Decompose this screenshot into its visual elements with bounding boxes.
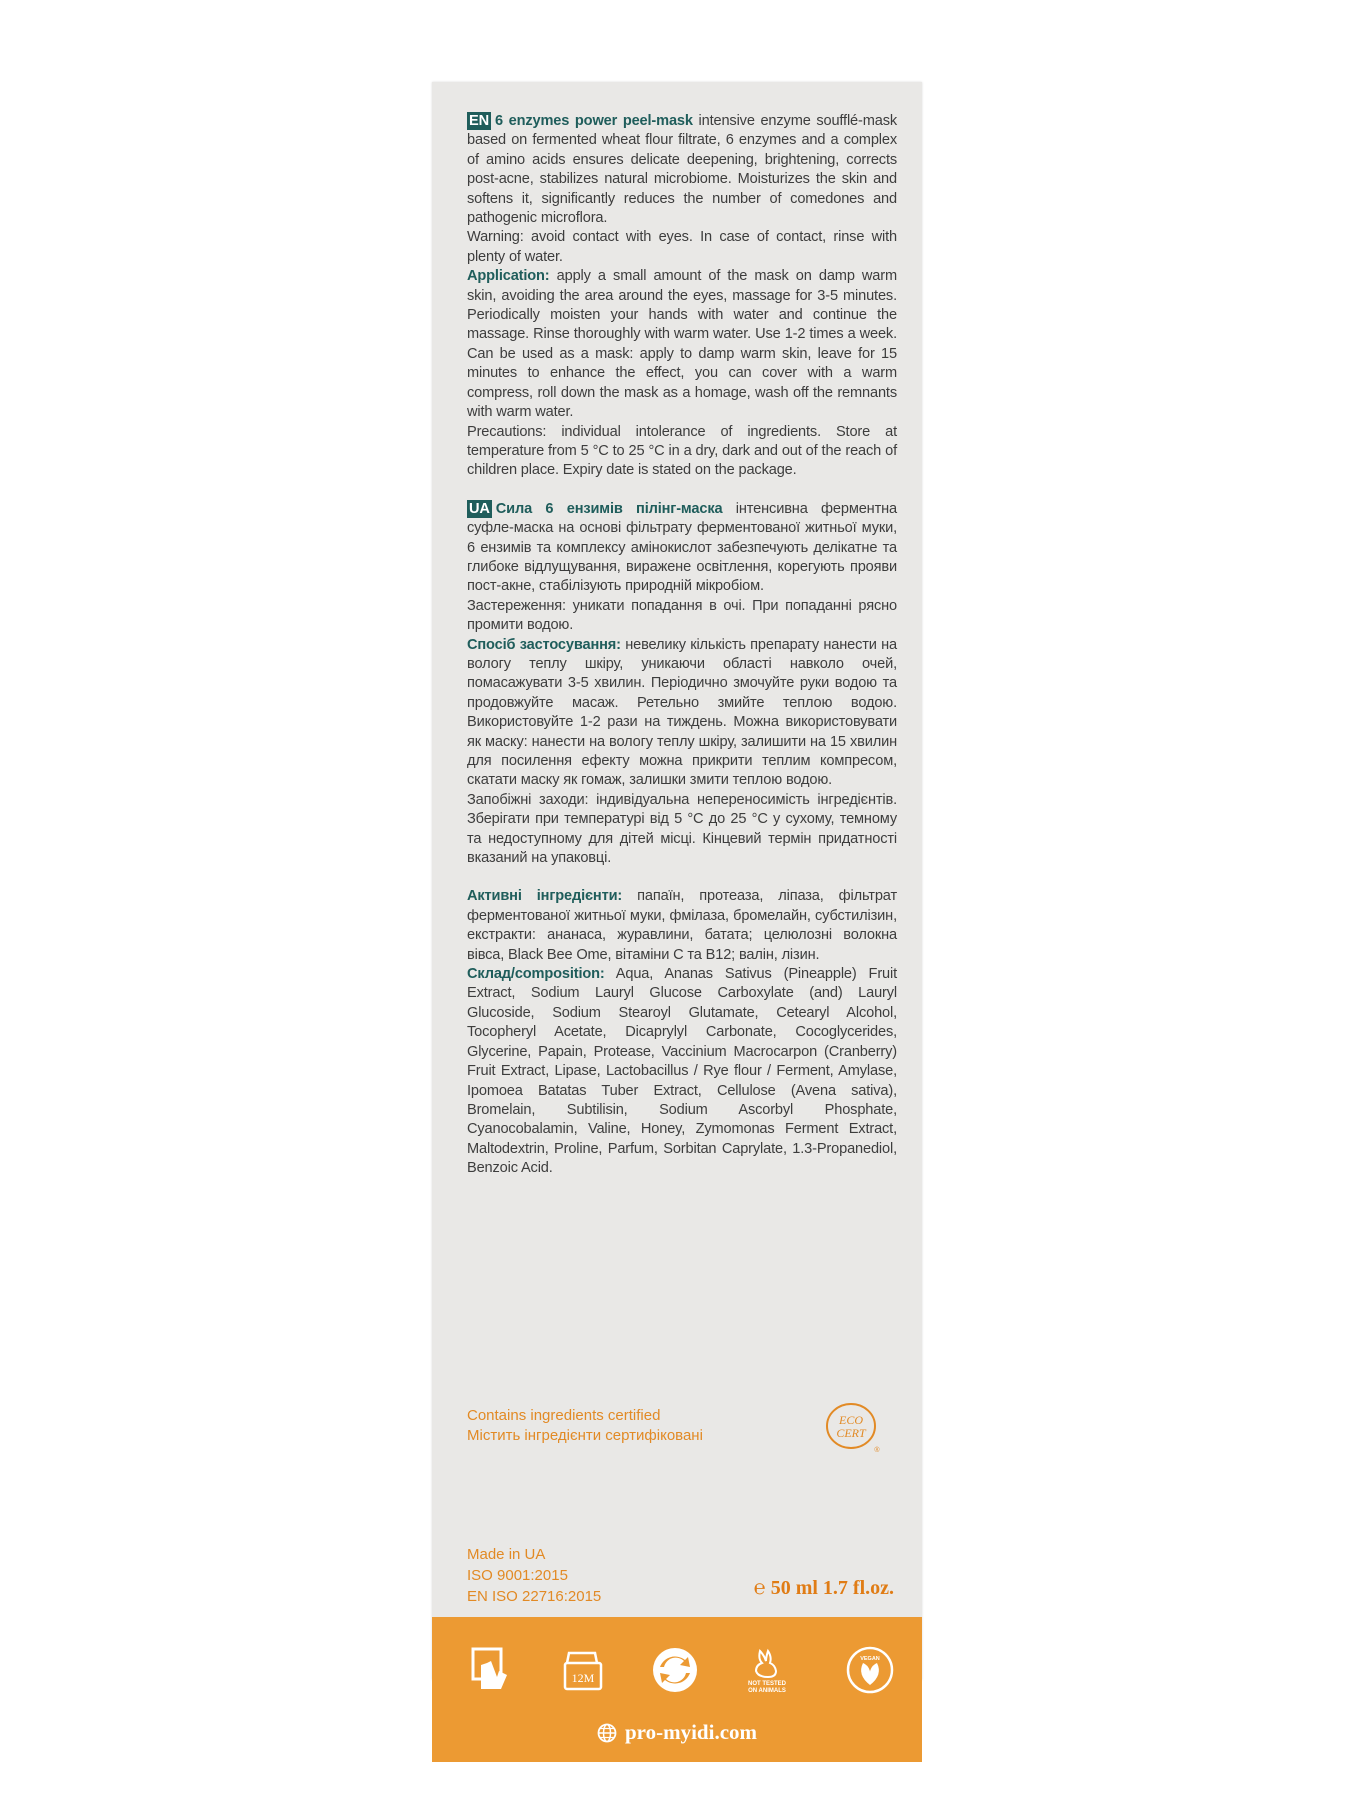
website-url: pro-myidi.com (624, 1720, 758, 1744)
ua-application (467, 636, 897, 791)
ua-language-tag: UA (469, 500, 490, 517)
not-tested-on-animals-icon (742, 1645, 792, 1695)
certification-line-en: Contains ingredients certified (467, 1407, 661, 1424)
certification-text (467, 1406, 703, 1446)
ua-precautions: Запобіжні заходи: індивідуальна непереносимість інгредієнтів. Зберігати при температурі від 5 °С до 25 °С у сухому, темному та недоступному для дітей місці. Кінцевий термін придатності вказаний на упаковці. (467, 791, 897, 867)
ua-warning: Застереження: уникати попадання в очі. При попаданні рясно промити водою. (467, 597, 897, 634)
website-link[interactable] (432, 1720, 922, 1745)
vegan-icon (845, 1645, 895, 1695)
composition-text: Aqua, Ananas Sativus (Pineapple) Fruit Extract, Sodium Lauryl Glucose Carboxylate (and) Lauryl Glucoside, Sodium Stearoyl Glutamate, Cetearyl Alcohol, Tocopheryl Acetate, Dicaprylyl Carbonate, Cocoglycerides, Glycerine, Papain, Protease, Vaccinium Macrocarpon (Cranberry) Fruit Extract, Lipase, Lactobacillus / Rye flour / Ferment, Amylase, Ipomoea Batatas Tuber Extract, Cellulose (Avena sativa), Bromelain, Subtilisin, Sodium Ascorbyl Phosphate, Cyanocobalamin, Valine, Honey, Zymomonas Ferment Extract, Maltodextrin, Proline, Parfum, Sorbitan Caprylate, 1.3-Propanediol, Benzoic Acid. (467, 966, 897, 1177)
certification-block (467, 1402, 897, 1462)
origin-block (467, 1544, 601, 1607)
svg-text:®: ® (874, 1447, 880, 1454)
svg-text:NOT TESTED: NOT TESTED (747, 1681, 787, 1687)
ecocert-logo-icon (825, 1402, 881, 1454)
icon-row (467, 1645, 897, 1699)
active-ingredients-text: папаїн, протеаза, ліпаза, фільтрат ферментованої житньої муки, фмілаза, бромелайн, субстилізин, екстракти: ананаса, журавлини, батата; целюлозні волокна вівса, Black Bee Ome, вітаміни С та В12; валін, лізин. (467, 888, 897, 963)
en-application-heading: Application: (467, 268, 550, 285)
ua-intro: інтенсивна ферментна суфле-маска на основі фільтрату ферментованої житньої муки, 6 ензимів та комплексу амінокислот забезпечують делікатне та глибоке відлущування, виражене освітлення, корегують прояви пост-акне, стабілізують природній мікробіом. (467, 500, 897, 595)
iso-9001: ISO 9001:2015 (467, 1567, 568, 1584)
package-back-panel (432, 82, 922, 1744)
made-in: Made in UA (467, 1546, 546, 1563)
certification-line-ua: Містить інгредієнти сертифіковані (467, 1427, 703, 1444)
en-warning: Warning: avoid contact with eyes. In case of contact, rinse with plenty of water. (467, 229, 897, 265)
active-ingredients (467, 887, 897, 965)
iso-22716: EN ISO 22716:2015 (467, 1588, 602, 1605)
composition (467, 965, 897, 1178)
en-language-tag: EN (469, 113, 489, 129)
ua-product-title: Сила 6 ензимів пілінг-маска (495, 500, 723, 517)
ua-application-text: невелику кількість препарату нанести на вологу теплу шкіру, уникаючи області навколо очей, помасажувати 3-5 хвилин. Періодично змочуйте руки водою та продовжуйте масаж. Ретельно змийте теплою водою. Використовуйте 1-2 рази на тиждень. Можна використовувати як маску: нанести на вологу теплу шкіру, залишити на 15 хвилин для посилення ефекту можна прикрити теплим компресом, скатати маску як гомаж, залишки змити теплою водою. (467, 636, 898, 789)
svg-text:ON ANIMALS: ON ANIMALS (748, 1688, 786, 1694)
bottom-orange-band (432, 1617, 922, 1762)
recycle-icon (650, 1645, 700, 1695)
svg-text:CERT: CERT (836, 1426, 866, 1440)
composition-heading: Склад/composition: (467, 966, 605, 983)
en-intro: intensive enzyme soufflé-mask based on fermented wheat flour filtrate, 6 enzymes and a complex of amino acids ensures delicate deepening, brightening, corrects post-acne, stabilizes natural microbiome. Moisturizes the skin and softens it, significantly reduces the number of comedones and pathogenic microflora. (467, 113, 898, 227)
ua-description (467, 500, 897, 597)
en-application (467, 267, 897, 422)
globe-icon (597, 1723, 617, 1743)
svg-text:ECO: ECO (839, 1413, 863, 1427)
pao-12m-jar-icon (559, 1645, 609, 1695)
active-ingredients-heading: Активні інгредієнти: (467, 888, 623, 905)
ua-application-heading: Спосіб застосування: (467, 636, 621, 653)
en-description (467, 112, 897, 228)
en-precautions: Precautions: individual intolerance of ingredients. Store at temperature from 5 °C to 25 °C in a dry, dark and out of the reach of children place. Expiry date is stated on the package. (467, 423, 897, 479)
volume-label: ℮ 50 ml 1.7 fl.oz. (753, 1577, 894, 1599)
en-product-title: 6 enzymes power peel-mask (494, 113, 693, 129)
svg-text:12M: 12M (571, 1671, 595, 1685)
label-text (467, 112, 897, 1179)
svg-text:VEGAN: VEGAN (860, 1656, 880, 1662)
en-application-text: apply a small amount of the mask on damp warm skin, avoiding the area around the eyes, massage for 3-5 minutes. Periodically moisten your hands with water and continue the massage. Rinse thoroughly with warm water. Use 1-2 times a week. Can be used as a mask: apply to damp warm skin, leave for 15 minutes to enhance the effect, you can cover with a warm compress, roll down the mask as a homage, wash off the remnants with warm water. (467, 268, 897, 421)
open-package-hand-icon (467, 1645, 517, 1695)
